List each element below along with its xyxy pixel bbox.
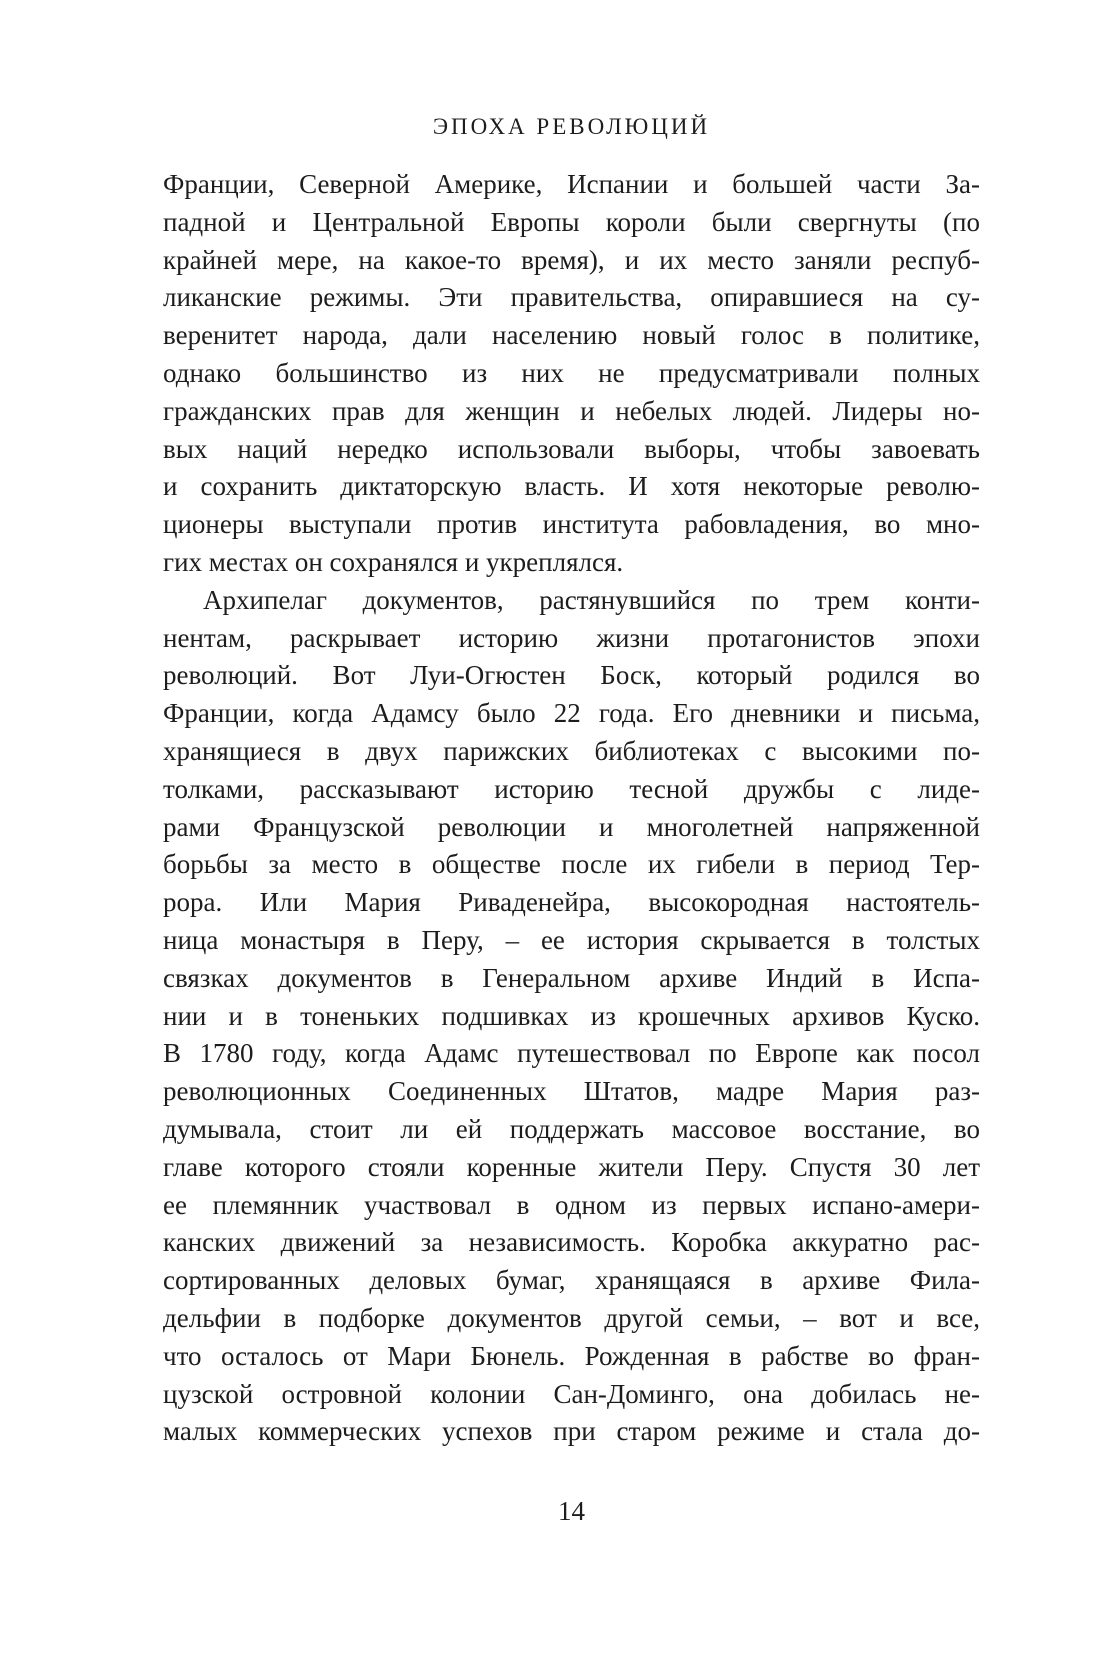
text-line: ница монастыря в Перу, – ее история скрывается в толстых xyxy=(163,924,980,955)
paragraph xyxy=(163,166,980,582)
text-line: нии и в тоненьких подшивках из крошечных архивов Куско. xyxy=(163,1000,980,1031)
page-number: 14 xyxy=(558,1496,585,1526)
text-line: гих местах он сохранялся и укреплялся. xyxy=(163,546,624,577)
text-line: однако большинство из них не предусматривали полных xyxy=(163,357,980,388)
text-line: В 1780 году, когда Адамс путешествовал по Европе как посол xyxy=(163,1038,980,1069)
text-line: веренитет народа, дали населению новый голос в политике, xyxy=(163,320,980,351)
text-line: толками, рассказывают историю тесной дружбы с лиде- xyxy=(163,773,980,804)
text-line: вых наций нередко использовали выборы, чтобы завоевать xyxy=(163,433,980,464)
text-line: падной и Центральной Европы короли были свергнуты (по xyxy=(163,206,980,237)
text-line: нентам, раскрывает историю жизни протагонистов эпохи xyxy=(163,622,980,653)
text-line: борьбы за место в обществе после их гибели в период Тер- xyxy=(163,849,980,880)
text-line: Архипелаг документов, растянувшийся по трем конти- xyxy=(203,584,980,615)
text-line: канских движений за независимость. Коробка аккуратно рас- xyxy=(163,1227,980,1258)
running-header: ЭПОХА РЕВОЛЮЦИЙ xyxy=(432,114,711,139)
text-line: революций. Вот Луи-Огюстен Боск, который родился во xyxy=(163,660,980,691)
text-line: рами Французской революции и многолетней напряженной xyxy=(163,811,980,842)
text-line: и сохранить диктаторскую власть. И хотя некоторые револю- xyxy=(163,471,980,502)
text-line: цузской островной колонии Сан-Доминго, она добилась не- xyxy=(163,1378,980,1409)
text-line: Франции, когда Адамсу было 22 года. Его дневники и письма, xyxy=(163,698,980,729)
text-line: революционных Соединенных Штатов, мадре Мария раз- xyxy=(163,1076,980,1107)
text-line: ее племянник участвовал в одном из первых испано-амери- xyxy=(163,1189,980,1220)
text-line: ликанские режимы. Эти правительства, опиравшиеся на су- xyxy=(163,282,980,313)
text-line: главе которого стояли коренные жители Перу. Спустя 30 лет xyxy=(163,1151,980,1182)
text-line: рора. Или Мария Риваденейра, высокородная настоятель- xyxy=(163,887,980,918)
text-line: Франции, Северной Америке, Испании и большей части За- xyxy=(163,169,980,199)
text-line: гражданских прав для женщин и небелых людей. Лидеры но- xyxy=(163,395,980,426)
text-line: связках документов в Генеральном архиве Индий в Испа- xyxy=(163,962,980,993)
text-line: ционеры выступали против института рабовладения, во мно- xyxy=(163,509,980,540)
text-line: что осталось от Мари Бюнель. Рожденная в рабстве во фран- xyxy=(163,1340,980,1371)
text-line: дельфии в подборке документов другой семьи, – вот и все, xyxy=(163,1302,980,1333)
paragraph xyxy=(163,582,980,1451)
text-line: крайней мере, на какое-то время), и их место заняли респуб- xyxy=(163,244,980,275)
text-line: малых коммерческих успехов при старом режиме и стала до- xyxy=(163,1416,980,1447)
text-line: хранящиеся в двух парижских библиотеках с высокими по- xyxy=(163,735,980,766)
body-text xyxy=(163,166,980,1451)
text-line: сортированных деловых бумаг, хранящаяся в архиве Фила- xyxy=(163,1265,980,1296)
text-line: думывала, стоит ли ей поддержать массовое восстание, во xyxy=(163,1113,980,1144)
